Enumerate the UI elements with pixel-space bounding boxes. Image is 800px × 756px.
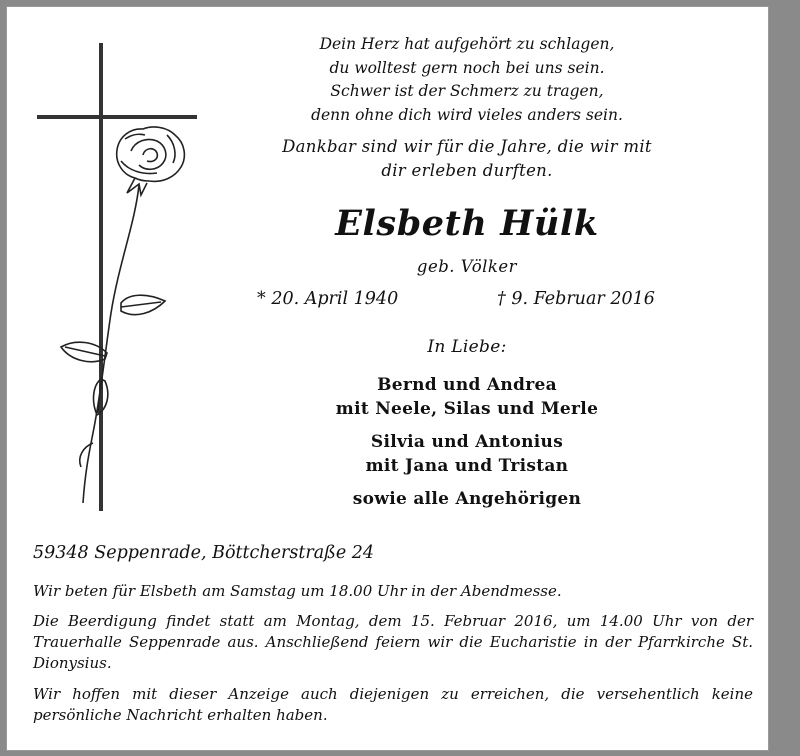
birth-date: * 20. April 1940 bbox=[257, 289, 399, 309]
mass-note bbox=[33, 581, 753, 602]
rose-icon bbox=[61, 127, 184, 503]
death-date: † 9. Februar 2016 bbox=[497, 289, 655, 309]
thanks-line: Dankbar sind wir für die Jahre, die wir mit bbox=[282, 137, 652, 156]
cross-icon bbox=[37, 43, 197, 511]
obituary-card bbox=[6, 6, 769, 751]
family-line: Bernd und Andrea bbox=[377, 375, 557, 395]
funeral-note-text: Die Beerdigung findet statt am Montag, dem 15. Februar 2016, um 14.00 Uhr von der Trauerhalle Seppenrade aus. Anschließend feiern wir die Eucharistie in der Pfarrkirche St. Dionysius. bbox=[33, 612, 753, 672]
mass-note-text: Wir beten für Elsbeth am Samstag um 18.00 Uhr in der Abendmesse. bbox=[33, 582, 562, 600]
family-group bbox=[227, 430, 707, 478]
poem-line: Dein Herz hat aufgehört zu schlagen, bbox=[319, 35, 615, 53]
poem-line: Schwer ist der Schmerz zu tragen, bbox=[330, 82, 604, 100]
deceased-name: Elsbeth Hülk bbox=[335, 203, 599, 244]
address: 59348 Seppenrade, Böttcherstraße 24 bbox=[33, 543, 375, 563]
poem-line: du wolltest gern noch bei uns sein. bbox=[329, 58, 605, 77]
family-group bbox=[227, 373, 707, 421]
thanks-text bbox=[227, 135, 707, 183]
family-line: mit Jana und Tristan bbox=[365, 456, 569, 476]
reach-note-text: Wir hoffen mit dieser Anzeige auch diejenigen zu erreichen, die versehentlich keine persönliche Nachricht erhalten haben. bbox=[33, 685, 753, 724]
thanks-line: dir erleben durften. bbox=[381, 161, 553, 180]
in-love-heading: In Liebe: bbox=[427, 337, 507, 357]
poem-line: denn ohne dich wird vieles anders sein. bbox=[311, 105, 623, 124]
maiden-name: geb. Völker bbox=[416, 257, 518, 276]
reach-note bbox=[33, 684, 753, 726]
poem bbox=[227, 33, 707, 127]
family-line: mit Neele, Silas und Merle bbox=[335, 399, 599, 419]
family-line: Silvia und Antonius bbox=[370, 432, 564, 452]
cross-and-rose-illustration bbox=[35, 43, 205, 513]
relatives-line: sowie alle Angehörigen bbox=[352, 489, 582, 509]
funeral-note bbox=[33, 611, 753, 674]
